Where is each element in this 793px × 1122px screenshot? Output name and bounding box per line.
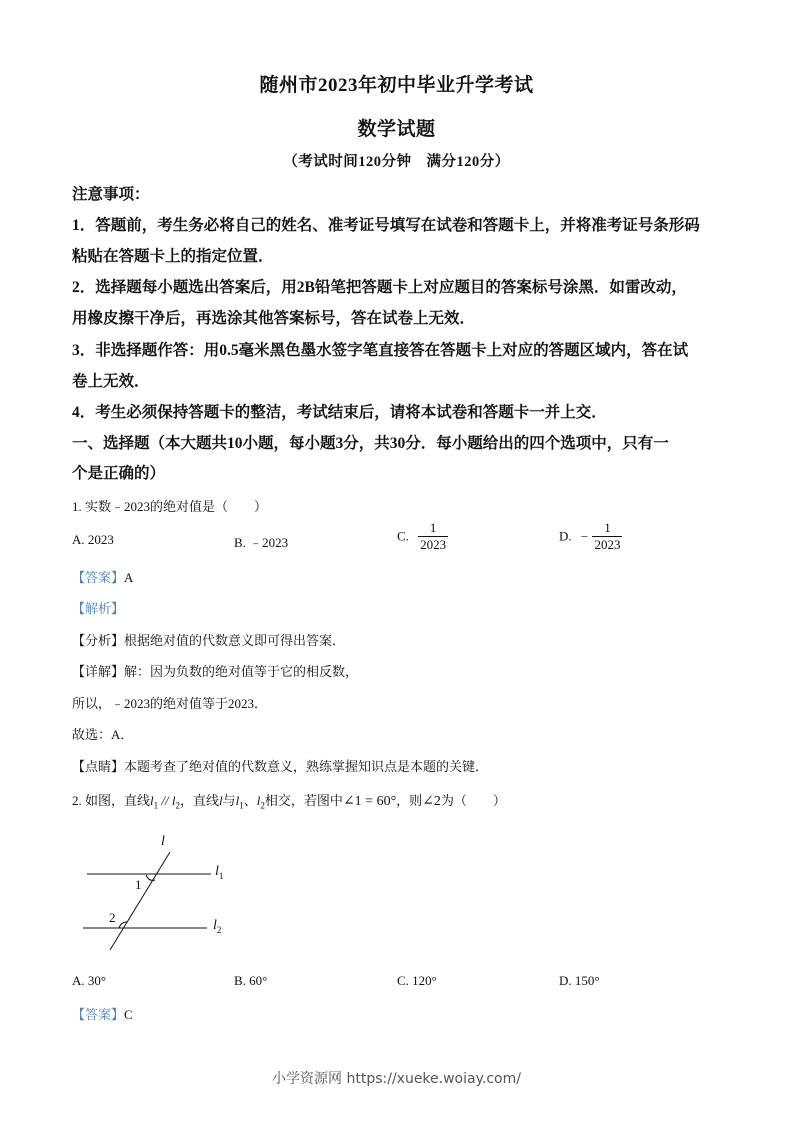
parallel-symbol: // [158,793,172,808]
section-heading: 一、选择题（本大题共10小题，每小题3分，共30分．每小题给出的四个选项中，只有一 [72,435,669,452]
notice-line: 卷上无效． [72,373,150,390]
xiangjie-text: 解：因为负数的绝对值等于它的相反数， [124,664,359,679]
q2-option-b: B. 60° [234,973,268,988]
question-1-stem: 1. 实数﹣2023的绝对值是（ ） [72,499,268,514]
dianjing-text: 本题考查了绝对值的代数意义，熟练掌握知识点是本题的关键． [124,759,489,774]
notice-line: 1．答题前，考生务必将自己的姓名、准考证号填写在试卷和答题卡上，并将准考证号条形码 [72,217,700,234]
angle-expression: ∠1 = 60° [342,794,397,809]
q1-option-d-label: D. [559,528,572,544]
notice-line: 3．非选择题作答：用0.5毫米黑色墨水签字笔直接答在答题卡上对应的答题区域内，答在试 [72,342,689,359]
denominator: 2023 [594,537,621,552]
line-l [110,852,170,950]
q1-option-c [397,520,448,553]
label-l1-text: l [215,864,219,879]
label-l2-sub: 2 [216,924,222,935]
q1-analysis-label: 【解析】 [72,601,125,616]
parallel-lines-figure [75,830,245,955]
notice-line: 2．选择题每小题选出答案后，用2B铅笔把答题卡上对应题目的答案标号涂黑．如雷改动， [72,279,687,296]
fenxi-label: 【分析】 [72,633,125,648]
q2-answer [72,1004,133,1023]
var-l: l [219,793,223,808]
q2-option-a: A. 30° [72,973,107,988]
fraction [418,520,448,553]
q2-option-d: D. 150° [559,973,600,988]
exam-info: （考试时间120分钟 满分120分） [283,154,510,170]
footer-watermark: 小学资源网 https://xueke.woiay.com/ [272,1071,521,1087]
answer-label: 【答案】 [72,1007,125,1022]
angle-expression: ∠2 [422,794,441,809]
answer-value: C [124,1007,133,1022]
exam-subject: 数学试题 [357,119,436,140]
fraction [592,520,622,553]
question-2-stem [72,790,506,811]
q1-fenxi [72,630,345,649]
subscript: 2 [175,800,180,811]
q1-option-b: B. ﹣2023 [234,535,289,550]
section-heading: 个是正确的） [72,465,166,482]
notice-line: 4．考生必须保持答题卡的整洁，考试结束后，请将本试卷和答题卡一并上交． [72,404,607,421]
label-l2-text: l [213,918,217,933]
q1-dianjing [72,756,488,775]
exam-title: 随州市2023年初中毕业升学考试 [259,75,534,96]
var-l: l [150,793,154,808]
stem-text: 为（ ） [440,793,506,808]
angle-2-label: 2 [109,910,116,925]
label-l2 [213,918,221,935]
q1-guxuan: 故选：A． [72,727,134,742]
dianjing-label: 【点睛】 [72,759,125,774]
fenxi-text: 根据绝对值的代数意义即可得出答案． [124,633,346,648]
q1-xiangjie [72,661,358,680]
subscript: 2 [260,800,265,811]
label-l1-sub: 1 [218,870,224,881]
figure-svg [75,830,245,955]
label-l1 [215,864,223,881]
q2-option-c: C. 120° [397,973,437,988]
stem-text: ，则 [396,793,423,808]
var-l: l [171,793,176,808]
subscript: 1 [239,800,244,811]
answer-label: 【答案】 [72,570,125,585]
subscript: 1 [153,800,159,811]
notice-heading: 注意事项： [72,186,150,203]
stem-text: 相交，若图中 [264,793,343,808]
xiangjie-label: 【详解】 [72,664,125,679]
angle-1-label: 1 [135,877,142,892]
notice-line: 用橡皮擦干净后，再选涂其他答案标号，答在试卷上无效． [72,310,476,327]
stem-text: ，直线 [180,793,220,808]
q1-option-d [559,520,622,553]
numerator: 1 [418,520,448,537]
q1-xiangjie-2: 所以，﹣2023的绝对值等于2023． [72,696,268,711]
denominator: 2023 [420,537,447,552]
stem-text: 、 [243,793,257,808]
var-l: l [235,793,240,808]
notice-line: 粘贴在答题卡上的指定位置． [72,248,274,265]
q1-answer [72,567,133,586]
numerator: 1 [592,520,622,537]
answer-value: A [124,570,134,585]
q1-option-a: A. 2023 [72,532,114,547]
minus-sign: − [580,528,589,544]
stem-text: 2. 如图，直线 [72,793,151,808]
label-l: l [161,834,165,849]
q1-option-c-label: C. [397,528,409,544]
stem-text: 与 [222,793,236,808]
var-l: l [256,793,261,808]
